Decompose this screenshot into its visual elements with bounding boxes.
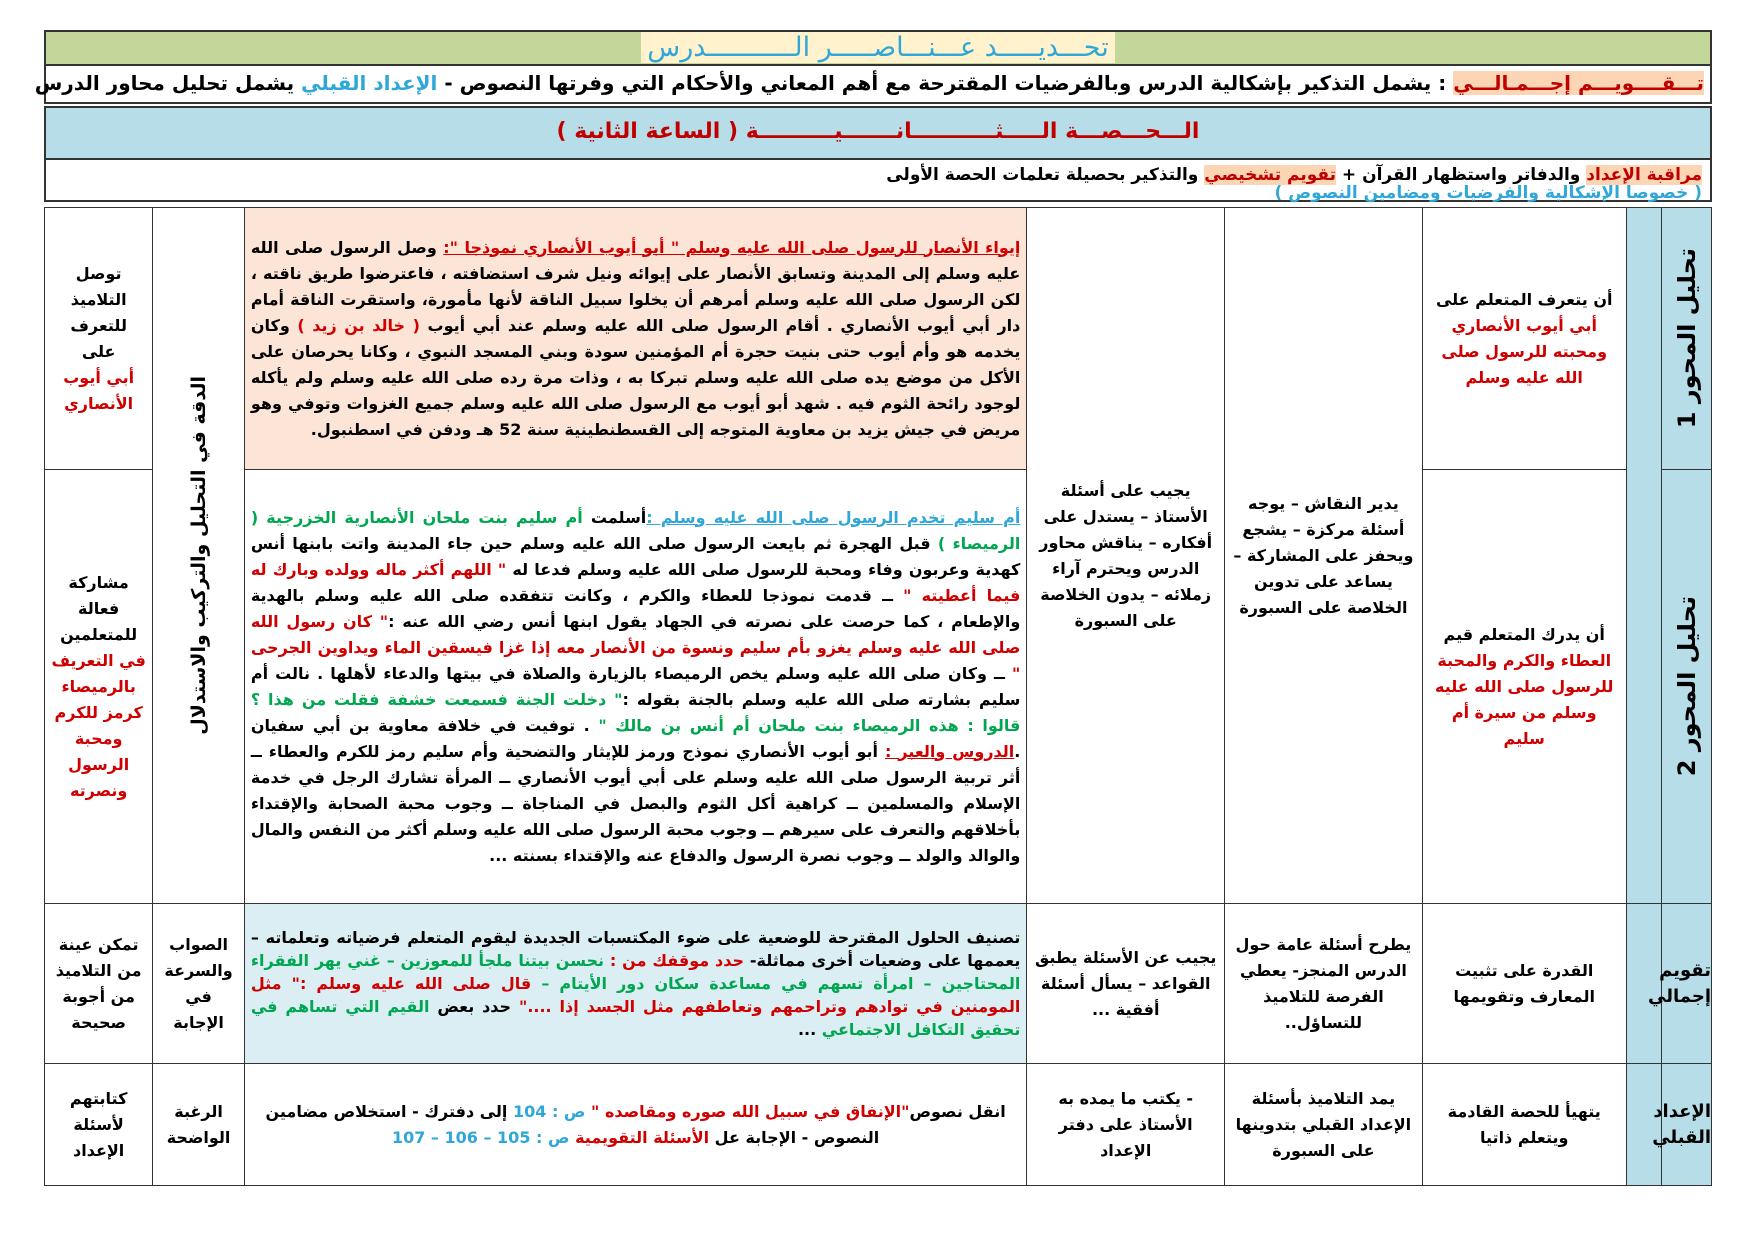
criterion-cell <box>153 208 245 904</box>
axis1-objective-a: أن يتعرف المتعلم على <box>1435 289 1613 309</box>
criterion-text: الدقة في التحليل والتركيب والاستدلال <box>187 376 210 735</box>
axis1-p1: وصل الرسول صلى الله عليه وسلم إلى المدينة وتسابق الأنصار على إيوائه ونيل شرف استضافته ، فاعترضوا طريق ناقته ، لكن الرسول صلى الله عليه وسلم أمرهم أن يخلوا سبيل الناقة لأنها مأمورة، واستقرت الناقة أمام دار أبي أيوب الأنصاري . أقام الرسول صلى الله عليه وسلم عند أبي أيوب <box>250 237 1021 335</box>
prep-objective-text: يتهيأ للحصة القادمة ويتعلم ذاتيا <box>1447 1101 1601 1147</box>
prep-teacher <box>1225 1064 1423 1186</box>
evaluation-objective <box>1422 904 1626 1064</box>
axis1-title: إيواء الأنصار للرسول صلى الله عليه وسلم " أبو أيوب الأنصاري نموذجا ": <box>443 237 1021 257</box>
prep-objective <box>1422 1064 1626 1186</box>
evaluation-c3: حدد بعض <box>429 997 519 1016</box>
eval-blue: الإعداد القبلي <box>301 71 438 95</box>
axis1-outcome-b: أبي أيوب الأنصاري <box>63 367 135 413</box>
prep-row <box>45 1064 1712 1186</box>
eval-text-3: يشمل تحليل محاور الدرس <box>34 71 302 95</box>
evaluation-learner-text: يجيب عن الأسئلة يطبق القواعد – يسأل أسئلة أفقية ... <box>1034 947 1217 1019</box>
evaluation-c1-red: حدد موقفك من : <box>609 951 745 970</box>
teacher-activity-text: يدير النقاش – يوجه أسئلة مركزة – يشجع ويحفز على المشاركة – يساعد على تدوين الخلاصة على السبورة <box>1233 493 1414 617</box>
evaluation-outcome <box>45 904 153 1064</box>
prep-c2-blue: ص : 105 – 106 – 107 <box>391 1127 576 1147</box>
axis2-t3-red: " كان رسول الله صلى الله عليه وسلم يغزو بأم سليم ونسوة من الأنصار معه إذا غزا فيسقين الماء ويداوين الجرحى " <box>250 611 1021 683</box>
session-title: الـــحـــصـــة الـــــثـــــــــــانـــــــيــــــــــة ( الساعة الثانية ) <box>556 119 1200 144</box>
monitor-label: مراقبة الإعداد <box>1586 165 1702 185</box>
axis2-label: تحليل المحور 2 <box>1672 596 1701 777</box>
evaluation-outcome-text: تمكن عينة من التلاميذ من أجوبة صحيحة <box>55 934 142 1032</box>
axis1-label: تحليل المحور 1 <box>1672 248 1701 429</box>
prep-label: الإعداد القبلي <box>1652 1100 1711 1148</box>
evaluation-c1-green: نحسن بيتنا ملجأ للمعوزين – غني يهر الفقراء المحتاجين – امرأة تسهم في مساعدة سكان دور الأيتام – <box>250 951 1021 993</box>
axis1-objective-b: أبي أيوب الأنصاري ومحبته للرسول صلى الله عليه وسلم <box>1441 315 1608 387</box>
prep-content <box>244 1064 1027 1186</box>
prep-c1-blue: ص : 104 <box>512 1101 592 1121</box>
axis1-outcome <box>45 208 153 470</box>
title-bar <box>44 30 1712 66</box>
evaluation-c1: تصنيف الحلول المقترحة للوضعية على ضوء المكتسبات الجديدة ليقوم المتعلم فرضياته وتعلماته – يعممها على وضعيات أخرى مماثلة- <box>250 928 1021 970</box>
monitor-pink: تقويم تشخيصي <box>1204 165 1337 185</box>
evaluation-criterion-text: الصواب والسرعة في الإجابة <box>164 934 233 1032</box>
axis2-t6: أبو أيوب الأنصاري نموذج ورمز للإيثار والتضحية وأم سليم رمز للكرم والعطاء ــ أثر تربية الرسول صلى الله عليه وسلم على أبي أيوب الأنصاري ــ المرأة تشارك الرجل في خدمة الإسلام والمسلمين ــ كراهية أكل الثوم والبصل في المناجاة ــ وجوب محبة الصحابة والإقتداء بأخلاقهم والتعرف على سيرهم ــ وجوب محبة الرسول صلى الله عليه وسلم أكثر من النفس والمال والوالد والولد ــ وجوب نصرة الرسول والدفاع عنه والإقتداء بسنته ... <box>250 741 1021 865</box>
page <box>34 30 1712 203</box>
evaluation-label: تقويم إجمالي <box>1648 959 1711 1007</box>
prep-outcome <box>45 1064 153 1186</box>
monitor-bar <box>44 158 1712 202</box>
axis2-t2: قبل الهجرة ثم بايعت الرسول صلى الله عليه وسلم حين جاء المدينة واتت بابنها أنس كهدية وعربون وفاء ومحبة للرسول صلى الله عليه وسلم فدعا له <box>250 533 1021 579</box>
side-strip <box>1626 208 1661 904</box>
evaluation-teacher <box>1225 904 1423 1064</box>
prep-criterion-text: الرغبة الواضحة <box>166 1101 231 1147</box>
axis2-t1-green: أم سليم بنت ملحان الأنصارية الخزرجية ( الرميصاء ) <box>250 507 1021 553</box>
monitor-blue: ( خصوصا الإشكالية والفرضيات ومضامين النصوص ) <box>1274 183 1702 203</box>
axis2-objective-a: أن يدرك المتعلم قيم <box>1443 624 1605 644</box>
axis1-row <box>45 208 1712 470</box>
evaluation-c2-red: قال صلى الله عليه وسلم :" مثل المومنين في توادهم وتراحمهم وتعاطفهم مثل الجسد إذا ...." <box>250 974 1021 1016</box>
axis1-outcome-a: توصل التلاميذ للتعرف على <box>70 263 127 361</box>
page-title: تحـــديـــــد عـــنـــاصـــــر الـــــــــــدرس <box>641 32 1114 63</box>
axis1-content <box>244 208 1027 470</box>
axis2-label-cell <box>1662 470 1712 904</box>
axis2-objective-b: العطاء والكرم والمحبة للرسول صلى الله عليه وسلم من سيرة أم سليم <box>1434 650 1614 748</box>
teacher-activity <box>1225 208 1423 904</box>
axis2-t4: ــ وكان صلى الله عليه وسلم يخص الرميصاء بالزيارة والصلاة في بيتها والدعاء لأهلها . نالت أم سليم بشارته صلى الله عليه وسلم بالجنة بقوله : <box>250 663 1021 709</box>
prep-c1-red: "الإنفاق في سبيل الله صوره ومقاصده " <box>591 1101 910 1121</box>
axis2-t1: أسلمت <box>582 507 647 527</box>
evaluation-c3-end: ... <box>797 1020 822 1039</box>
axis2-outcome-b: في التعريف بالرميصاء كرمز للكرم ومحبة الرسول ونصرته <box>51 650 146 800</box>
axis1-p2: وكان يخدمه هو وأم أيوب حتى بنيت حجرة أم المؤمنين سودة وبني المسجد النبوي ، وكانا يحرصان على الأكل من موضع يده صلى الله عليه وسلم تبركا به ، وذات مرة رده صلى الله عليه وسلم ولم يأكله لوجود رائحة الثوم فيه . شهد أبو أيوب مع الرسول صلى الله عليه وسلم جميع الغزوات وتوفي وهو مريض في جيش يزيد بن معاوية المتوجه إلى القسطنطينية سنة 52 هـ ودفن في اسطنبول. <box>250 315 1021 439</box>
evaluation-teacher-text: يطرح أسئلة عامة حول الدرس المنجز- يعطي الفرصة للتلاميذ للتساؤل.. <box>1235 934 1412 1032</box>
eval-label: تـــقــــويـــم إجـــمـالـــي <box>1453 71 1704 95</box>
prep-c2-red: الأسئلة التقويمية <box>575 1127 710 1147</box>
session-bar <box>44 106 1712 158</box>
prep-learner-text: - يكتب ما يمده به الأستاذ على دفتر الإعداد <box>1058 1088 1194 1160</box>
monitor-text-2: والتذكير بحصيلة تعلمات الحصة الأولى <box>886 165 1205 185</box>
prep-c1: انقل نصوص <box>909 1101 1006 1121</box>
axis2-objective <box>1422 470 1626 904</box>
prep-teacher-text: يمد التلاميذ بأسئلة الإعداد القبلي بتدوينها على السبورة <box>1235 1088 1412 1160</box>
axis1-objective <box>1422 208 1626 470</box>
axis2-outcome <box>45 470 153 904</box>
monitor-text-1: والدفاتر واستظهار القرآن + <box>1336 165 1587 185</box>
prep-learner <box>1027 1064 1225 1186</box>
eval-text-2: التي وفرتها النصوص - <box>437 71 672 95</box>
evaluation-label-cell <box>1648 904 1712 1064</box>
evaluation-learner <box>1027 904 1225 1064</box>
axis2-t4-green: " دخلت الجنة فسمعت خشفة فقلت من هذا ؟ قالوا : هذه الرميصاء بنت ملحان أم أنس بن مالك " <box>250 689 1021 735</box>
evaluation-content <box>244 904 1027 1064</box>
evaluation-objective-text: القدرة على تثبيت المعارف وتقويمها <box>1453 960 1595 1006</box>
learner-activity <box>1027 208 1225 904</box>
axis2-lessons-label: الدروس والعبر : <box>884 741 1015 761</box>
evaluation-criterion <box>153 904 245 1064</box>
evaluation-row <box>45 904 1712 1064</box>
lesson-table <box>44 207 1712 1186</box>
axis2-title: أم سليم تخدم الرسول صلى الله عليه وسلم : <box>646 507 1021 527</box>
axis2-content <box>244 470 1027 904</box>
axis2-t2-red: " اللهم أكثر ماله وولده وبارك له فيما أعطيته " <box>250 559 1021 605</box>
prep-criterion <box>153 1064 245 1186</box>
global-eval-bar <box>34 66 1712 104</box>
learner-activity-text: يجيب على أسئلة الأستاذ – يستدل على أفكاره – يناقش محاور الدرس ويحترم آراء زملائه – يدون الخلاصة على السبورة <box>1039 480 1213 630</box>
axis2-outcome-a: مشاركة فعالة للمتعلمين <box>60 572 138 644</box>
prep-c2: إلى دفترك - استخلاص مضامين النصوص - الإجابة عل <box>265 1101 880 1147</box>
axis1-name: ( خالد بن زيد ) <box>297 315 420 335</box>
axis1-label-cell <box>1662 208 1712 470</box>
axis2-t5: . توفيت في خلافة معاوية بن أبي سفيان . <box>250 715 1021 761</box>
prep-outcome-text: كتابتهم لأسئلة الإعداد <box>69 1088 128 1160</box>
evaluation-c3-green: القيم التي تساهم في تحقيق التكافل الاجتماعي <box>250 997 1021 1039</box>
eval-red: أهم المعاني والأحكام <box>671 71 879 95</box>
eval-text-1: : يشمل التذكير بإشكالية الدرس وبالفرضيات المقترحة مع <box>878 71 1454 95</box>
axis2-t3: ــ قدمت نموذجا للعطاء والكرم ، وكانت تتفقده صلى الله عليه وسلم بالهدية والإطعام ، كما حرصت على نصرته في الجهاد يقول ابنها أنس رضي الله عنه : <box>250 585 1021 631</box>
prep-label-cell <box>1652 1064 1712 1186</box>
axis2-row <box>45 470 1712 904</box>
